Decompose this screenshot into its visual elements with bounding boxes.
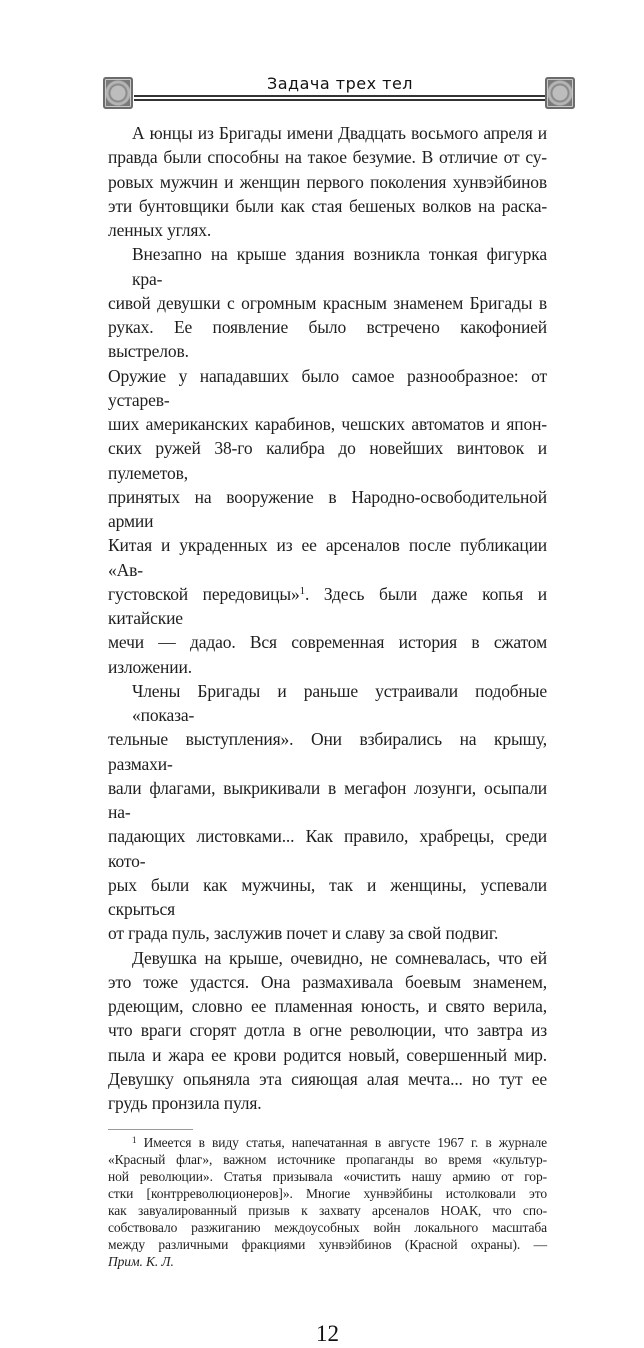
body-line	[108, 873, 547, 922]
body-line-text: ших американских карабинов, чешских автоматов и япон-	[108, 414, 547, 434]
footnote-line	[108, 1185, 547, 1202]
body-line-text: это тоже удастся. Она размахивала боевым знаменем,	[108, 971, 547, 992]
footnote-line-text: Имеется в виду статья, напечатанная в августе 1967 г. в журнале	[136, 1135, 547, 1151]
body-line-text: мечи — дадао. Вся современная история в сжатом изложении.	[108, 632, 547, 677]
body-line	[108, 485, 547, 534]
footnote-line-text: Прим. К. Л.	[108, 1254, 174, 1270]
body-line	[108, 1091, 547, 1115]
body-line-text: что враги сгорят дотла в огне революции, что завтра из	[108, 1020, 547, 1041]
body-line	[108, 1067, 547, 1091]
body-line	[108, 194, 547, 218]
footnote-line	[108, 1219, 547, 1236]
body-line	[108, 533, 547, 582]
body-line	[108, 291, 547, 315]
body-line	[108, 170, 547, 194]
body-line	[108, 364, 547, 413]
body-line-text: правда были способны на такое безумие. В отличие от су-	[108, 147, 547, 168]
body-line	[108, 776, 547, 825]
body-line-text: . Здесь были даже копья и китайские	[108, 583, 547, 628]
page-content	[108, 121, 547, 1348]
footnote-line-text: собствовало разжиганию междоусобных войн локального масштаба	[108, 1220, 547, 1236]
body-line-text: Члены Бригады и раньше устраивали подобные «показа-	[132, 680, 547, 725]
body-line	[108, 315, 547, 364]
footnote-line-text: между различными фракциями хунвэйбинов (Красной охраны). —	[108, 1237, 547, 1253]
body-line	[108, 994, 547, 1018]
body-line-text: ских ружей 38-го калибра до новейших винтовок и пулеметов,	[108, 438, 547, 483]
footnote-line	[108, 1253, 547, 1270]
body-line-text: Внезапно на крыше здания возникла тонкая фигурка кра-	[132, 244, 547, 289]
footnote-divider	[108, 1129, 193, 1130]
page-number: 12	[316, 1321, 339, 1347]
body-line	[108, 727, 547, 776]
body-line	[108, 242, 547, 291]
footnote-line-text: «Красный флаг», важном источнике пропаганды во время «культур-	[108, 1152, 547, 1168]
body-line-text: густовской передовицы»	[108, 583, 300, 604]
body-line-text: пыла и жара ее крови родится новый, совершенный мир.	[108, 1044, 547, 1065]
header-ornament-left-icon	[103, 77, 133, 109]
body-line	[108, 679, 547, 728]
body-line-text: рдеющим, словно ее пламенная юность, и свято верила,	[108, 996, 547, 1016]
footnote-line	[108, 1168, 547, 1185]
body-line-text: Девушка на крыше, очевидно, не сомневалась, что ей	[132, 947, 547, 968]
footnote-line-text: ной революции». Статья призывала «очистить нашу армию от гор-	[108, 1169, 547, 1185]
body-line-text: Китая и украденных из ее арсеналов после публикации «Ав-	[108, 535, 547, 580]
header-ornament-right-icon	[545, 77, 575, 109]
body-line-text: грудь пронзила пуля.	[108, 1093, 262, 1113]
body-line	[108, 121, 547, 145]
body-line-text: от града пуль, заслужив почет и славу за свой подвиг.	[108, 923, 499, 944]
footnote	[108, 1134, 547, 1270]
body-line	[108, 946, 547, 970]
footnote-marker: 1	[132, 1135, 137, 1146]
body-line	[108, 218, 547, 242]
body-line	[108, 145, 547, 169]
body-line-text: эти бунтовщики были как стая бешеных волков на раска-	[108, 195, 547, 216]
body-line	[108, 630, 547, 679]
body-line-text: вали флагами, выкрикивали в мегафон лозунги, осыпали на-	[108, 777, 547, 822]
body-line-text: ленных углях.	[108, 220, 212, 240]
body-line	[108, 921, 547, 945]
footnote-line	[108, 1202, 547, 1219]
body-line-text: падающих листовками... Как правило, храбрецы, среди кото-	[108, 826, 547, 871]
footnote-line	[108, 1236, 547, 1253]
footnote-line	[108, 1151, 547, 1168]
body-line	[108, 1043, 547, 1067]
body-line-text: Оружие у нападавших было самое разнообразное: от устарев-	[108, 365, 547, 410]
body-line-text: Девушку опьяняла эта сияющая алая мечта... но тут ее	[108, 1068, 547, 1089]
header-rule	[134, 95, 545, 97]
footnote-line-text: как завуалированный призыв к захвату арсеналов НОАК, что спо-	[108, 1203, 547, 1219]
body-line-text: принятых на вооружение в Народно-освободительной армии	[108, 486, 547, 531]
body-line-text: тельные выступления». Они взбирались на крышу, размахи-	[108, 729, 547, 774]
running-title: Задача трех тел	[266, 74, 414, 93]
footnote-reference[interactable]: 1	[299, 584, 305, 597]
body-line-text: сивой девушки с огромным красным знаменем Бригады в	[108, 292, 547, 313]
footnote-line-text: стки [контрреволюционеров]». Многие хунвэйбины истолковали это	[108, 1186, 547, 1202]
body-line	[108, 824, 547, 873]
body-line-text: А юнцы из Бригады имени Двадцать восьмого апреля и	[132, 123, 547, 143]
body-line	[108, 436, 547, 485]
body-line	[108, 1018, 547, 1042]
body-line	[108, 412, 547, 436]
body-text	[108, 121, 547, 1115]
body-line	[108, 582, 547, 631]
footnote-line	[108, 1134, 547, 1151]
body-line	[108, 970, 547, 994]
body-line-text: ровых мужчин и женщин первого поколения хунвэйбинов	[108, 171, 547, 192]
header-rule	[134, 99, 545, 101]
body-line-text: руках. Ее появление было встречено какофонией выстрелов.	[108, 317, 547, 362]
body-line-text: рых были как мужчины, так и женщины, успевали скрыться	[108, 874, 547, 919]
